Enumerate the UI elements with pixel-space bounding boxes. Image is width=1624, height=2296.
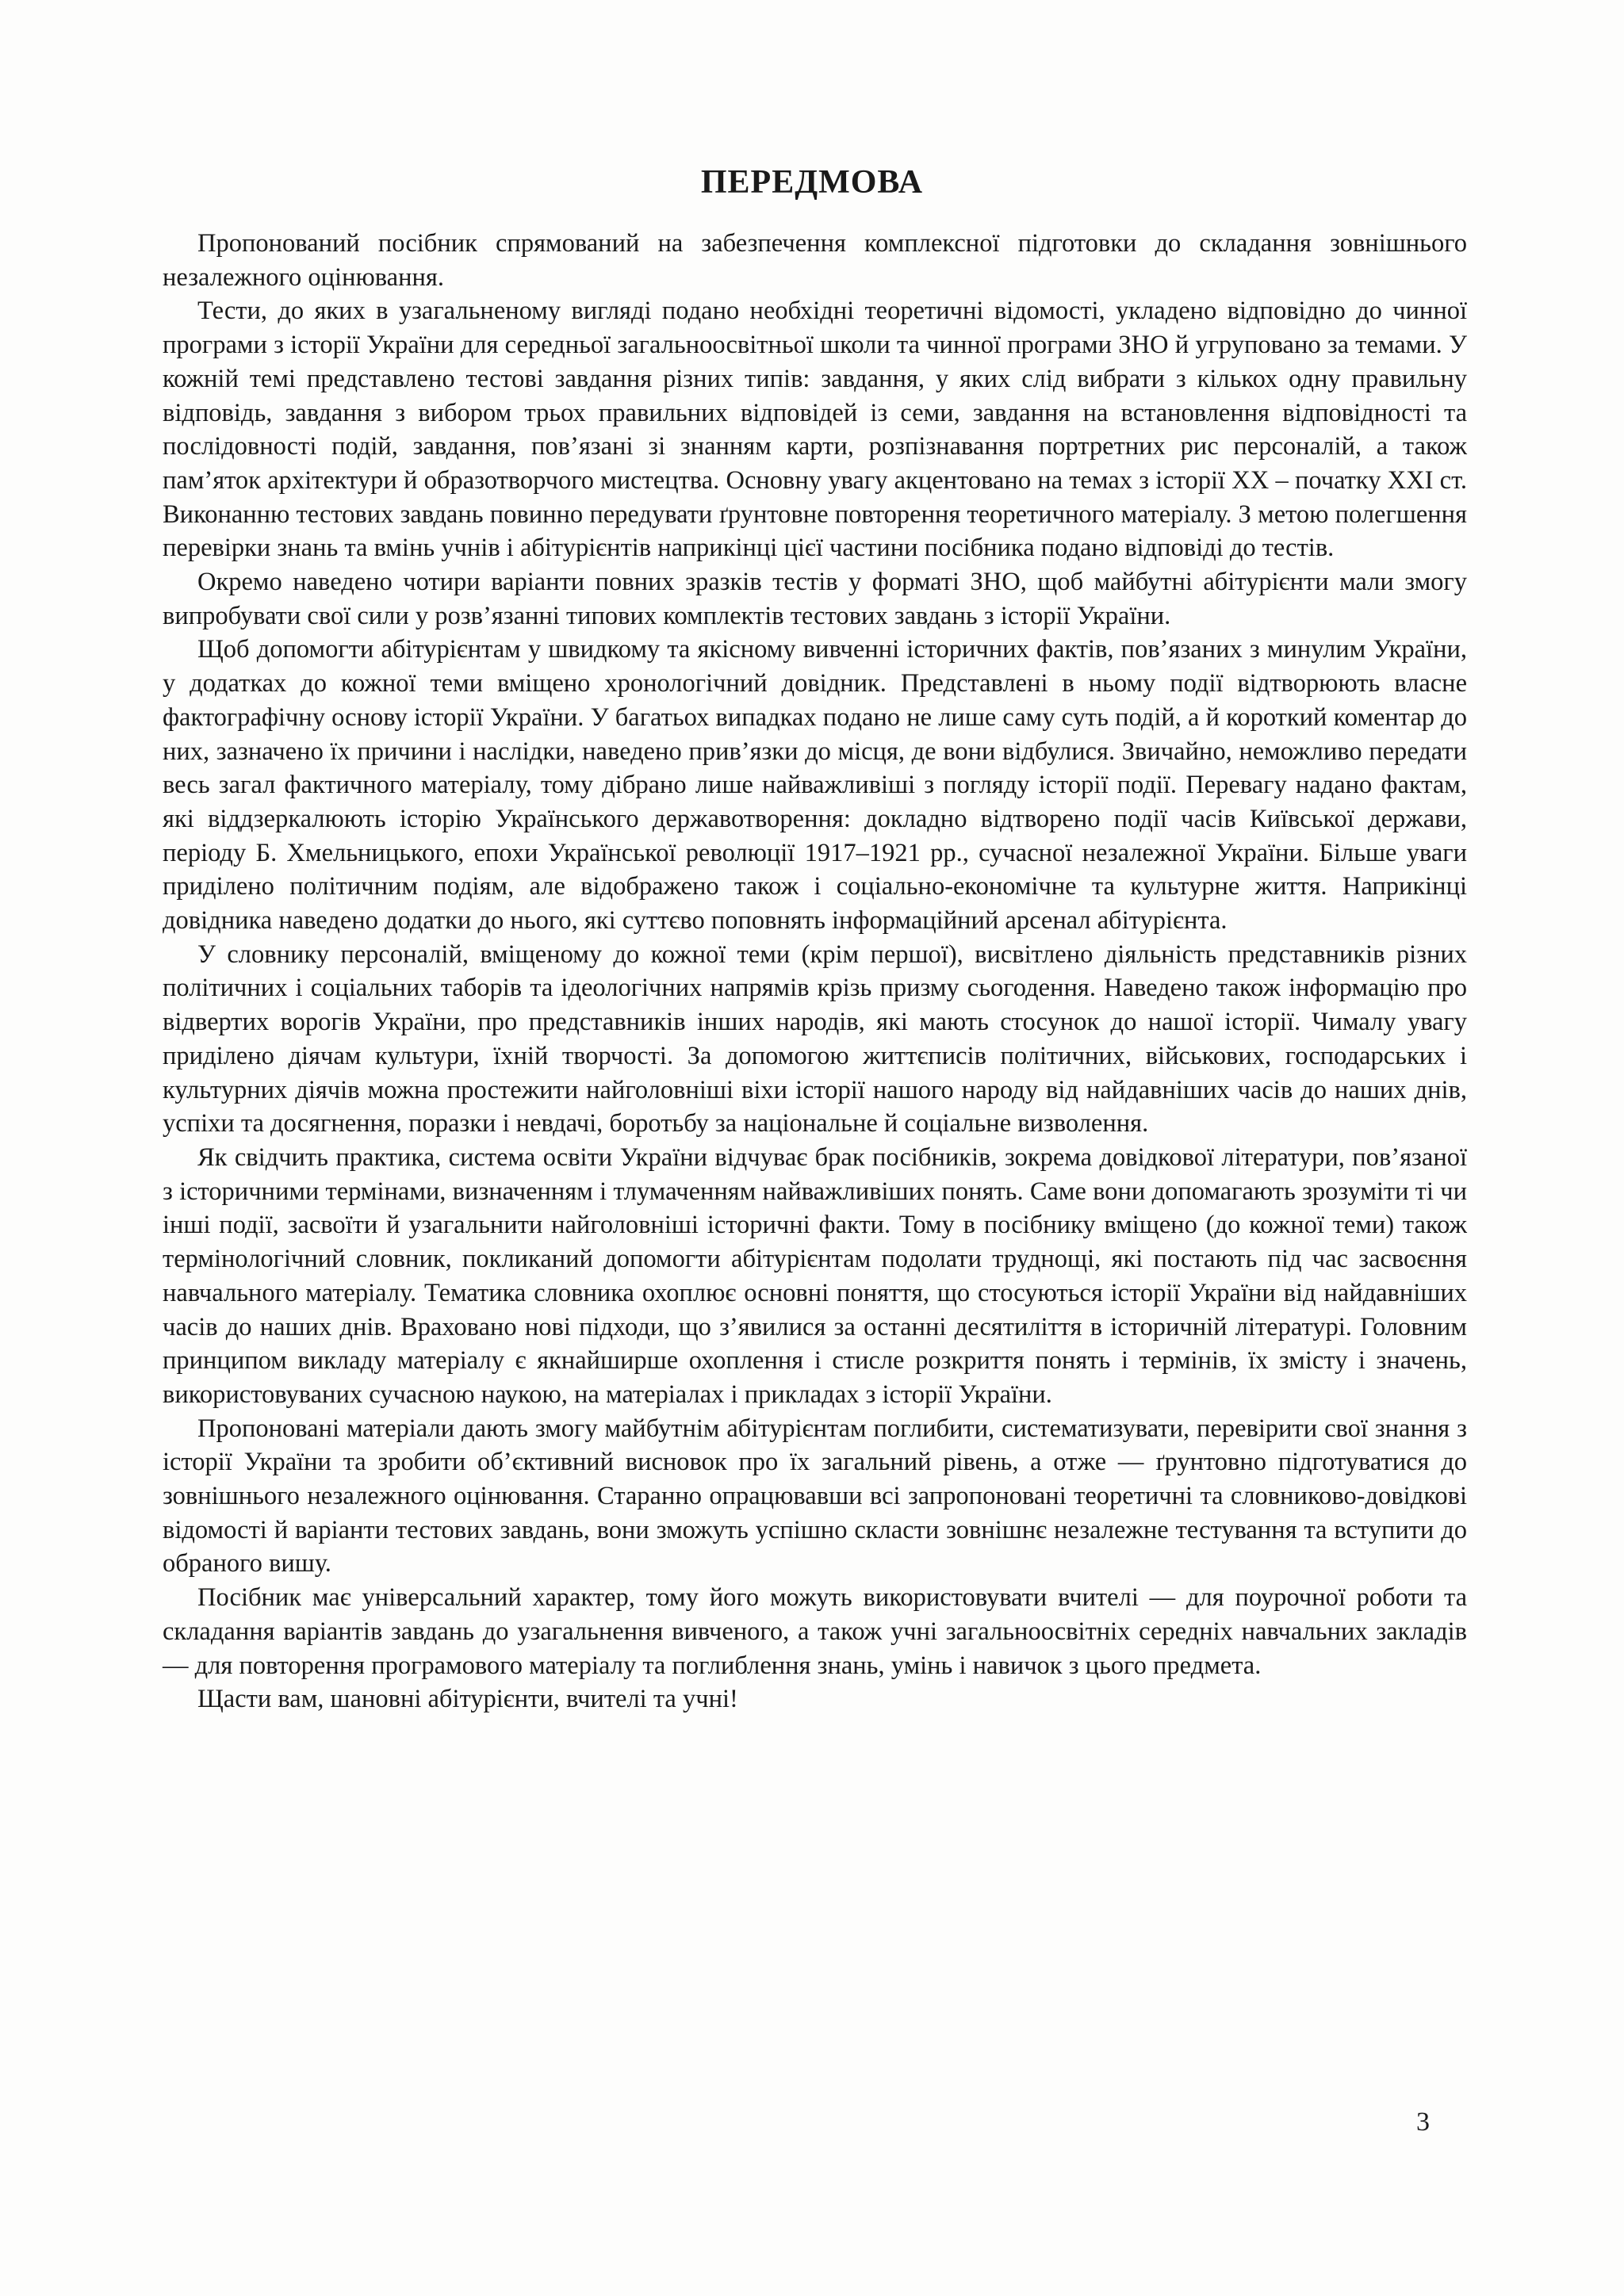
page-title: ПЕРЕДМОВА xyxy=(700,164,924,201)
paragraph-3: Окремо наведено чотири варіанти повних зразків тестів у форматі ЗНО, щоб майбутні абітурієнти мали змогу випробувати свої сили у розв’язанні типових комплектів тестових завдань з історії України. xyxy=(163,568,1467,630)
page-number: 3 xyxy=(1416,2107,1430,2137)
paragraph-1: Пропонований посібник спрямований на забезпечення комплексної підготовки до складання зовнішнього незалежного оцінювання. xyxy=(163,229,1467,292)
paragraph-2: Тести, до яких в узагальненому вигляді подано необхідні теоретичні відомості, укладено відповідно до чинної програми з історії України для середньої загальноосвітньої школи та чинної програми ЗНО й угруповано за темами. У кожній темі представлено тестові завдання різних типів: завдання, у яких слід вибрати з кількох одну правильну відповідь, завдання з вибором трьох правильних відповідей із семи, завдання на встановлення відповідності та послідовності подій, завдання, пов’язані зі знанням карти, розпізнавання портретних рис персоналій, а також пам’яток архітектури й образотворчого мистецтва. Основну увагу акцентовано на темах з історії XX – початку XXI ст. Виконанню тестових завдань повинно передувати ґрунтовне повторення теоретичного матеріалу. З метою полегшення перевірки знань та вмінь учнів і абітурієнтів наприкінці цієї частини посібника подано відповіді до тестів. xyxy=(163,297,1467,563)
paragraph-8: Посібник має універсальний характер, тому його можуть використовувати вчителі — для поурочної роботи та складання варіантів завдань до узагальнення вивченого, а також учні загальноосвітніх середніх навчальних закладів — для повторення програмового матеріалу та поглиблення знань, умінь і навичок з цього предмета. xyxy=(163,1583,1467,1680)
paragraph-9: Щасти вам, шановні абітурієнти, вчителі та учні! xyxy=(197,1685,738,1714)
paragraph-6: Як свідчить практика, система освіти України відчуває брак посібників, зокрема довідкової літератури, пов’язаної з історичними термінами, визначенням і тлумаченням найважливіших понять. Саме вони допомагають зрозуміти ті чи інші події, засвоїти й узагальнити найголовніші історичні факти. Тому в посібнику вміщено (до кожної теми) також термінологічний словник, покликаний допомогти абітурієнтам подолати труднощі, які постають під час засвоєння навчального матеріалу. Тематика словника охоплює основні поняття, що стосуються історії України від найдавніших часів до наших днів. Враховано нові підходи, що з’явилися за останні десятиліття в історичній літературі. Головним принципом викладу матеріалу є якнайширше охоплення і стисле розкриття понять і термінів, їх змісту і значень, використовуваних сучасною наукою, на матеріалах і прикладах з історії України. xyxy=(163,1142,1467,1409)
paragraph-7: Пропоновані матеріали дають змогу майбутнім абітурієнтам поглибити, систематизувати, перевірити свої знання з історії України та зробити об’єктивний висновок про їх загальний рівень, а отже — ґрунтовно підготуватися до зовнішнього незалежного оцінювання. Старанно опрацювавши всі запропоновані теоретичні та словниково-довідкові відомості й варіанти тестових завдань, вони зможуть успішно скласти зовнішнє незалежне тестування та вступити до обраного вишу. xyxy=(163,1414,1467,1578)
paragraph-5: У словнику персоналій, вміщеному до кожної теми (крім першої), висвітлено діяльність представників різних політичних і соціальних таборів та ідеологічних напрямів крізь призму сьогодення. Наведено також інформацію про відвертих ворогів України, про представників інших народів, які мають стосунок до нашої історії. Чималу увагу приділено діячам культури, їхній творчості. За допомогою життєписів політичних, військових, господарських і культурних діячів можна простежити найголовніші віхи історії нашого народу від найдавніших часів до наших днів, успіхи та досягнення, поразки і невдачі, боротьбу за національне й соціальне визволення. xyxy=(163,939,1467,1138)
paragraph-4: Щоб допомогти абітурієнтам у швидкому та якісному вивченні історичних фактів, пов’язаних з минулим України, у додатках до кожної теми вміщено хронологічний довідник. Представлені в ньому події відтворюють власне фактографічну основу історії України. У багатьох випадках подано не лише саму суть подій, а й короткий коментар до них, зазначено їх причини і наслідки, наведено прив’язки до місця, де вони відбулися. Звичайно, неможливо передати весь загал фактичного матеріалу, тому дібрано лише найважливіші з погляду історії події. Перевагу надано фактам, які віддзеркалюють історію Українського державотворення: докладно відтворено події часів Київської держави, періоду Б. Хмельницького, епохи Української революції 1917–1921 рр., сучасної незалежної України. Більше уваги приділено політичним подіям, але відображено також і соціально-економічне та культурне життя. Наприкінці довідника наведено додатки до нього, які суттєво поповнять інформаційний арсенал абітурієнта. xyxy=(163,635,1467,936)
document-body xyxy=(163,227,1467,1716)
